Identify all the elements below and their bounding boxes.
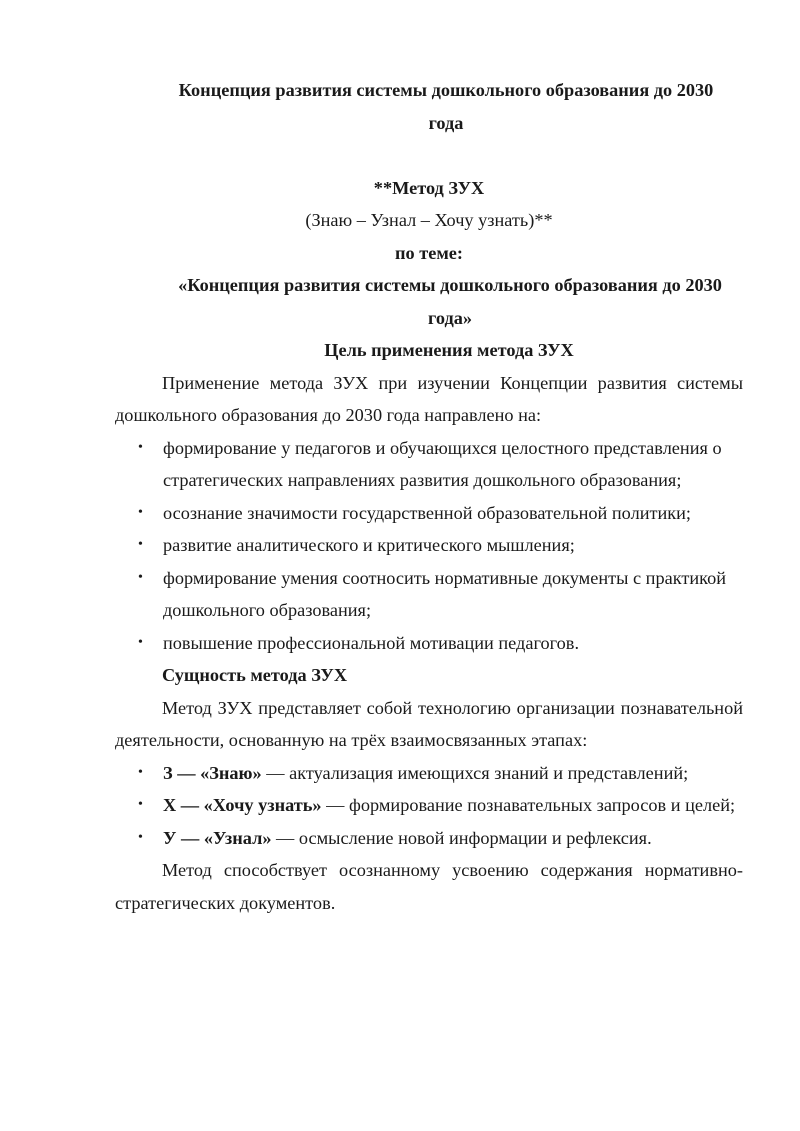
document-title: Концепция развития системы дошкольного образования до 2030 года: [178, 80, 714, 133]
list-item-text: повышение профессиональной мотивации педагогов.: [163, 632, 580, 653]
bullet-icon: •: [138, 439, 143, 455]
list-item: [115, 562, 743, 627]
conclusion-paragraph: Метод способствует осознанному усвоению содержания нормативно-стратегических документов.: [115, 860, 743, 913]
bullet-icon: •: [138, 634, 143, 650]
stage-term: Х — «Хочу узнать»: [163, 795, 322, 815]
list-item: [115, 627, 743, 660]
method-subtitle: (Знаю – Узнал – Хочу узнать)**: [305, 210, 553, 230]
list-item-text: осознание значимости государственной образовательной политики;: [163, 502, 691, 523]
list-item: [115, 432, 743, 497]
document-body: [115, 74, 743, 919]
essence-heading: Сущность метода ЗУХ: [162, 665, 348, 685]
goal-heading: Цель применения метода ЗУХ: [324, 340, 574, 360]
stages-list: [115, 757, 743, 855]
bullet-icon: •: [138, 797, 143, 812]
list-item: [115, 757, 743, 790]
stage-description: — осмысление новой информации и рефлексия.: [271, 827, 652, 848]
essence-intro: Метод ЗУХ представляет собой технологию организации познавательной деятельности, основанную на трёх взаимосвязанных этапах:: [115, 697, 743, 750]
stage-description: — актуализация имеющихся знаний и представлений;: [261, 762, 689, 783]
bullet-icon: •: [138, 537, 143, 552]
list-item: [115, 529, 743, 562]
method-heading: **Метод ЗУХ: [373, 177, 485, 198]
spacer: [115, 139, 743, 172]
stage-description: — формирование познавательных запросов и целей;: [321, 795, 736, 815]
stage-term: У — «Узнал»: [163, 827, 272, 848]
stage-term: З — «Знаю»: [163, 762, 262, 783]
goal-intro: Применение метода ЗУХ при изучении Концепции развития системы дошкольного образования до 2030 года направлено на:: [115, 372, 743, 425]
list-item-text: формирование у педагогов и обучающихся целостного представления о стратегических направлениях развития дошкольного образования;: [163, 437, 722, 490]
topic-title: «Концепция развития системы дошкольного образования до 2030 года»: [178, 275, 722, 328]
bullet-icon: •: [138, 504, 143, 520]
list-item: [115, 497, 743, 530]
bullet-icon: •: [138, 764, 143, 780]
goal-list: [115, 432, 743, 660]
list-item-text: формирование умения соотносить нормативные документы с практикой дошкольного образования;: [163, 567, 726, 620]
list-item-text: развитие аналитического и критического мышления;: [163, 535, 575, 555]
list-item: [115, 822, 743, 855]
topic-label: по теме:: [395, 242, 463, 263]
bullet-icon: •: [138, 569, 143, 585]
bullet-icon: •: [138, 829, 143, 845]
list-item: [115, 789, 743, 822]
